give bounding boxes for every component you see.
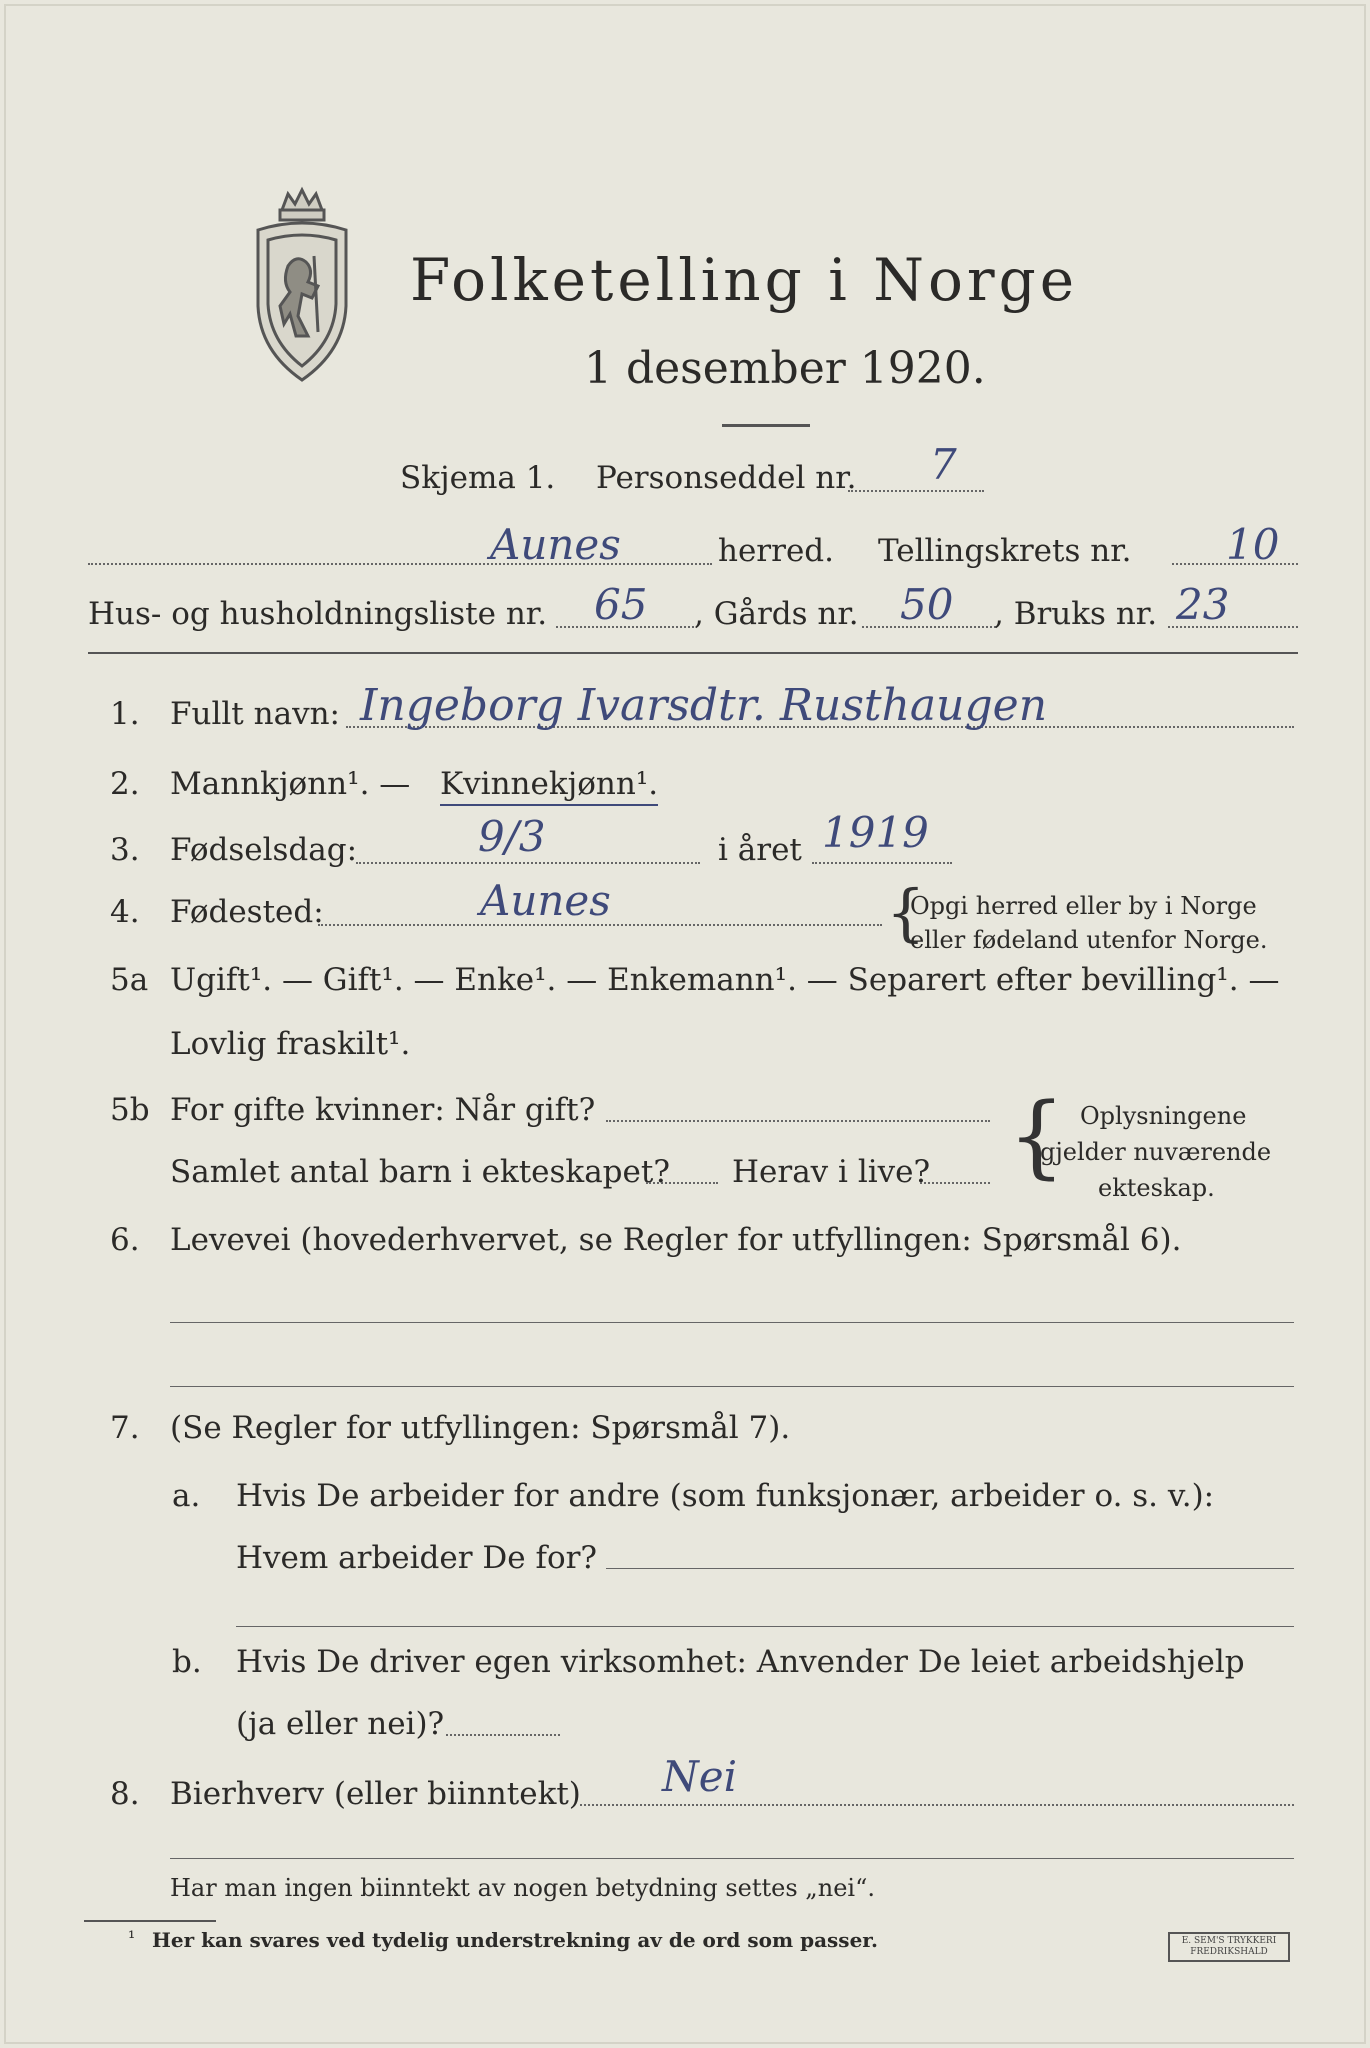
q3-number: 3. [110,832,140,868]
footer-note: Har man ingen biinntekt av nogen betydning settes „nei“. [170,1874,875,1902]
q1-label: Fullt navn: [170,696,340,732]
q4-value: Aunes [480,876,611,925]
q5b-married-line [606,1120,990,1122]
form-title: Folketelling i Norge [410,246,1079,314]
printer-stamp-line2: FREDRIKSHALD [1190,1947,1268,1957]
q2-male: Mannkjønn¹. — [170,766,411,802]
q2-female: Kvinnekjønn¹. [440,766,658,806]
q5a-number: 5a [110,962,149,998]
tellingskrets-value: 10 [1226,520,1280,569]
q5b-note-1: Oplysningene [1080,1102,1247,1130]
q2-number: 2. [110,766,140,802]
q1-value: Ingeborg Ivarsdtr. Rusthaugen [360,680,1048,731]
schema-label: Skjema 1. [400,460,556,496]
q8-label: Bierhverv (eller biinntekt) [170,1776,581,1812]
q8-number: 8. [110,1776,140,1812]
q3-label: Fødselsdag: [170,832,358,868]
header-rule [88,652,1298,654]
q4-label: Fødested: [170,894,324,930]
q5b-line1: For gifte kvinner: Når gift? [170,1092,596,1128]
q3-year-line [812,862,952,864]
coat-of-arms-icon [248,186,356,386]
gards-value: 50 [900,580,954,629]
q7a-line2: Hvem arbeider De for? [236,1540,598,1576]
q6-number: 6. [110,1222,140,1258]
q3-line [356,862,700,864]
q7a-answer-line-2 [236,1626,1294,1627]
q5b-number: 5b [110,1092,150,1128]
census-date: 1 desember 1920. [584,343,986,394]
q7a-number: a. [172,1478,201,1514]
gards-label: , Gårds nr. [694,596,859,632]
q3-value: 9/3 [478,812,546,861]
personseddel-value: 7 [930,440,957,489]
q1-number: 1. [110,696,140,732]
q4-number: 4. [110,894,140,930]
q4-note-1: Opgi herred eller by i Norge [910,892,1257,920]
footnote-mark: ¹ [128,1928,136,1949]
q6-line-2 [170,1386,1294,1387]
q3-year-value: 1919 [822,808,929,857]
q5b-brace: { [1008,1084,1066,1189]
q4-note-2: eller fødeland utenfor Norge. [910,926,1268,954]
q3-year-label: i året [718,832,802,868]
q7a-line1: Hvis De arbeider for andre (som funksjonær, arbeider o. s. v.): [236,1478,1215,1514]
q5b-note-3: ekteskap. [1098,1174,1215,1202]
printer-stamp-line1: E. SEM'S TRYKKERI [1181,1936,1277,1946]
title-divider [722,424,810,427]
q6-label: Levevei (hovederhvervet, se Regler for utfyllingen: Spørsmål 6). [170,1222,1182,1258]
q7-label: (Se Regler for utfyllingen: Spørsmål 7). [170,1410,791,1446]
q5a-line2: Lovlig fraskilt¹. [170,1026,411,1062]
personseddel-label: Personseddel nr. [596,460,857,496]
q7-number: 7. [110,1410,140,1446]
q5b-children-line [646,1182,718,1184]
personseddel-line [848,490,984,492]
liste-label: Hus- og husholdningsliste nr. [88,596,548,632]
q7b-number: b. [172,1644,202,1680]
q5b-note-2: gjelder nuværende [1040,1138,1272,1166]
bruks-label: , Bruks nr. [994,596,1158,632]
q7b-line1: Hvis De driver egen virksomhet: Anvender De leiet arbeidshjelp [236,1644,1245,1680]
q7a-answer-line-1 [606,1568,1294,1569]
q6-line-1 [170,1322,1294,1323]
footnote-rule [84,1920,216,1922]
bruks-value: 23 [1176,580,1230,629]
q5b-line2b: Herav i live? [732,1154,931,1190]
footnote-text: Her kan svares ved tydelig understrekning av de ord som passer. [152,1928,878,1952]
q5a-line1: Ugift¹. — Gift¹. — Enke¹. — Enkemann¹. — Separert efter bevilling¹. — [170,962,1280,998]
tellingskrets-label: Tellingskrets nr. [878,533,1132,569]
herred-label: herred. [718,533,834,569]
herred-value: Aunes [490,520,621,569]
printer-stamp [1168,1932,1290,1962]
q5b-alive-line [920,1182,990,1184]
q8-line [580,1804,1294,1806]
q8-line-2 [170,1858,1294,1859]
liste-value: 65 [594,580,648,629]
q5b-line2a: Samlet antal barn i ekteskapet? [170,1154,670,1190]
q4-brace: { [886,876,926,949]
q7b-line2: (ja eller nei)? [236,1706,445,1742]
q8-value: Nei [662,1752,738,1801]
q7b-answer-line [446,1734,560,1736]
